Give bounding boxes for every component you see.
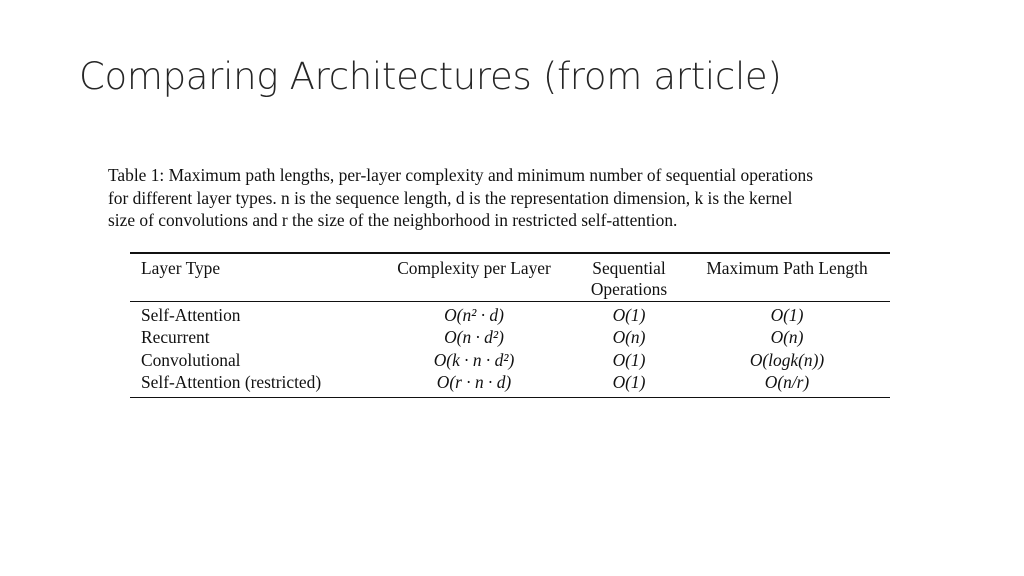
table-row (130, 371, 890, 397)
cell-path-length: O(n) (770, 327, 804, 348)
cell-path-length: O(1) (770, 304, 804, 325)
table-caption (108, 164, 916, 232)
cell-layer-type: Convolutional (141, 349, 241, 370)
cell-complexity: O(n² · d) (444, 304, 504, 325)
cell-sequential: O(1) (612, 372, 646, 393)
cell-sequential: O(1) (612, 304, 646, 325)
paper-table-figure (108, 164, 916, 409)
cell-layer-type: Self-Attention (141, 304, 241, 325)
header-complexity: Complexity per Layer (397, 257, 551, 278)
table-row (130, 326, 890, 349)
header-sequential (574, 254, 684, 301)
caption-line-3: size of convolutions and r the size of the neighborhood in restricted self-attention. (108, 210, 678, 230)
cell-path-length: O(logk(n)) (749, 349, 825, 370)
cell-sequential: O(1) (612, 349, 646, 370)
table-bottom-rule (130, 397, 890, 399)
caption-line-2: for different layer types. n is the sequence length, d is the representation dimension, k is the kernel (108, 187, 793, 208)
slide-title: Comparing Architectures (from article) (79, 55, 782, 98)
cell-complexity: O(n · d²) (444, 327, 504, 348)
cell-layer-type: Self-Attention (restricted) (141, 372, 322, 393)
table-body (130, 302, 890, 397)
header-sequential-text: Sequential Operations (590, 257, 668, 299)
table-row (130, 349, 890, 372)
cell-layer-type: Recurrent (141, 327, 210, 348)
table-row (130, 302, 890, 327)
caption-line-1: Table 1: Maximum path lengths, per-layer complexity and minimum number of sequential operations (108, 165, 813, 185)
header-path-length: Maximum Path Length (706, 257, 868, 278)
table-header-row (130, 254, 890, 301)
cell-sequential: O(n) (612, 327, 646, 348)
cell-complexity: O(r · n · d) (436, 372, 512, 393)
comparison-table (130, 252, 890, 398)
table-grid (130, 254, 890, 301)
cell-complexity: O(k · n · d²) (433, 349, 515, 370)
cell-path-length: O(n/r) (764, 372, 810, 393)
header-layer-type: Layer Type (141, 257, 221, 278)
